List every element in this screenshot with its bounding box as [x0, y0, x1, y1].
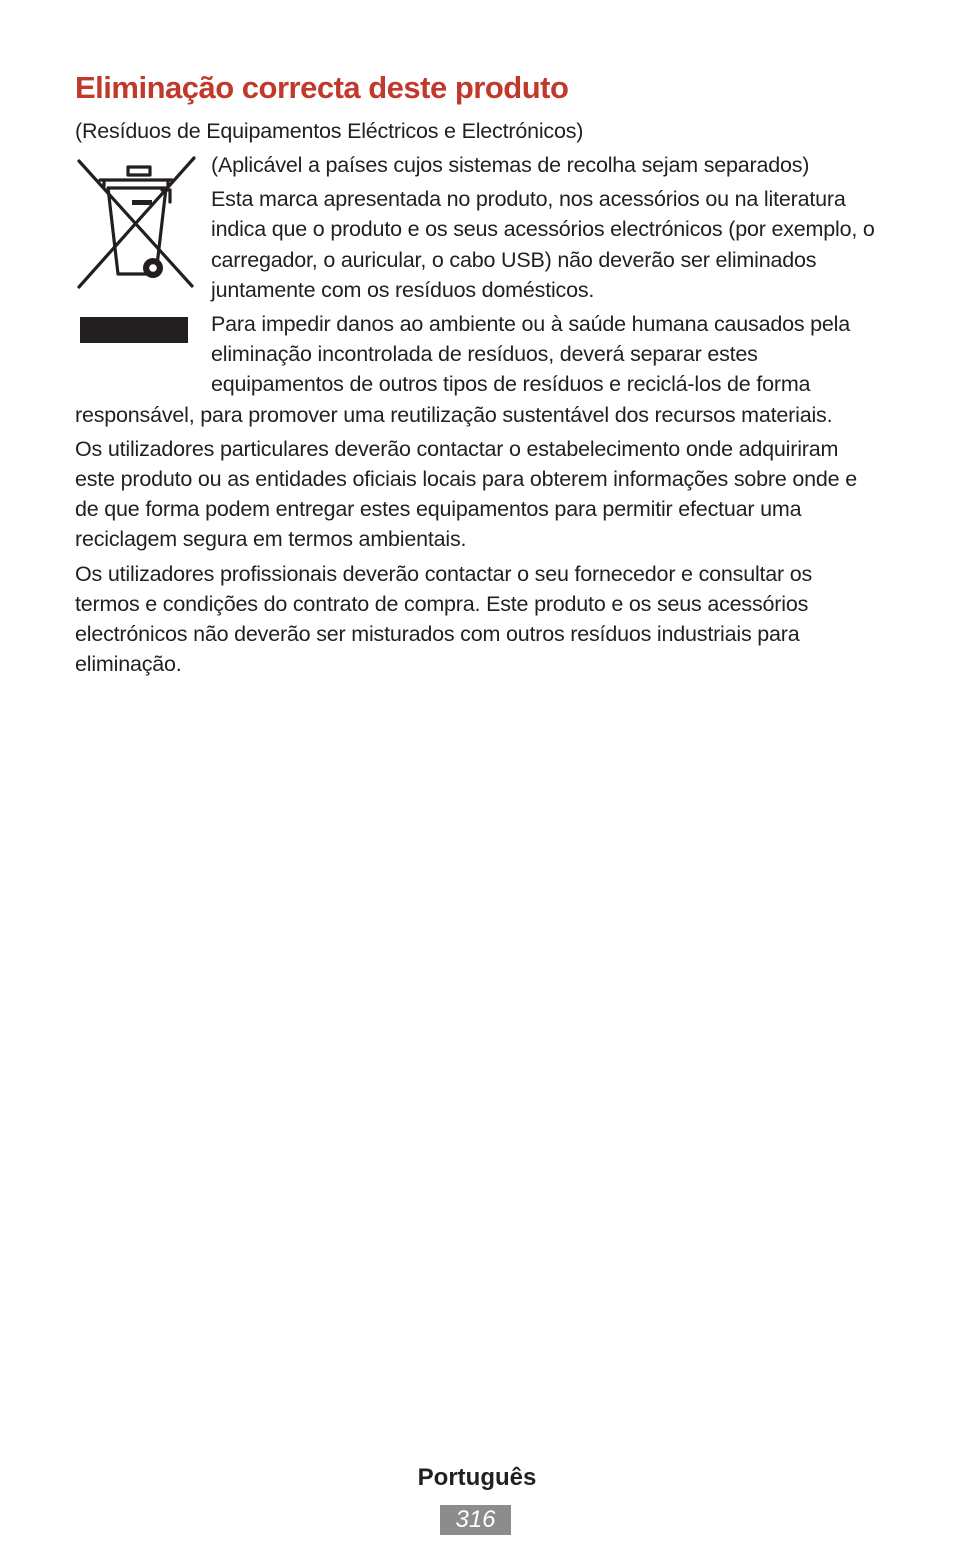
paragraph-prevent-damage: Para impedir danos ao ambiente ou à saúde humana causados pela eliminação incontrolada de resíduos, deverá separar estes equipamentos de outros tipos de resíduos e reciclá-los de forma responsável, para promover uma reutilização sustentável dos recursos materiais. [75, 312, 851, 427]
footer-language: Português [417, 1464, 537, 1491]
icon-text-wrap-spacer [75, 150, 211, 374]
page-subtitle: (Resíduos de Equipamentos Eléctricos e Electrónicos) [75, 119, 584, 143]
page-number: 316 [440, 1505, 511, 1535]
paragraph-mark-meaning: Esta marca apresentada no produto, nos acessórios ou na literatura indica que o produto e os seus acessórios electrónicos (por exemplo, o carregador, o auricular, o cabo USB) não deverão ser eliminados juntamente com os resíduos domésticos. [211, 187, 875, 302]
paragraph-business-users: Os utilizadores profissionais deverão contactar o seu fornecedor e consultar os termos e condições do contrato de compra. Este produto e os seus acessórios electrónicos não deverão ser misturados com outros resíduos industriais para eliminação. [75, 561, 813, 677]
body-text [75, 150, 875, 683]
applicability-note: (Aplicável a países cujos sistemas de recolha sejam separados) [211, 153, 810, 177]
paragraph-private-users: Os utilizadores particulares deverão contactar o estabelecimento onde adquiriram este produto ou as entidades oficiais locais para obterem informações sobre onde e de que forma podem entregar estes equipamentos para permitir efectuar uma reciclagem segura em termos ambientais. [75, 436, 857, 552]
page-title: Eliminação correcta deste produto [75, 70, 569, 105]
